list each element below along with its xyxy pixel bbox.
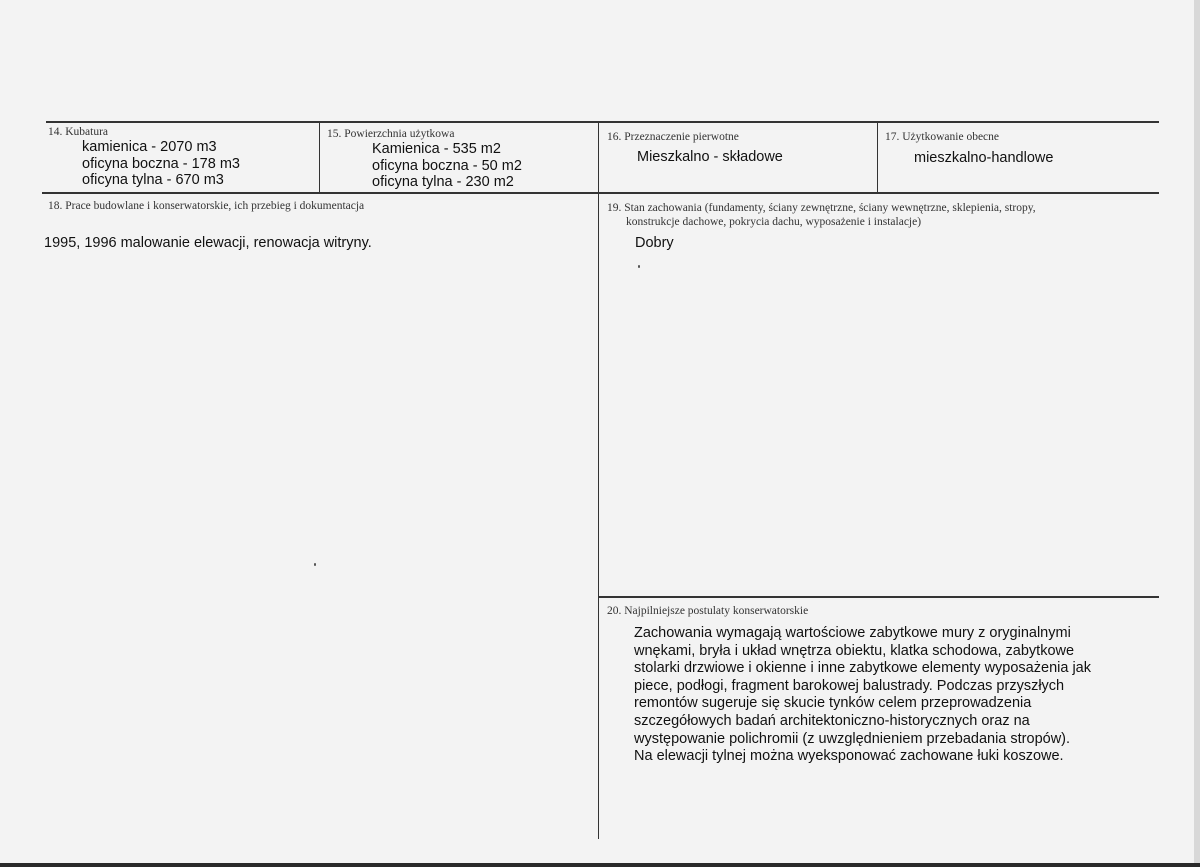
field-14-values (82, 139, 240, 189)
paper-edge-bottom (0, 863, 1200, 867)
top-rule (46, 121, 1159, 123)
field-17-label: 17. Użytkowanie obecne (885, 131, 1000, 143)
divider-17 (877, 121, 878, 193)
field-20-text-line: występowanie polichromii (z uwzględnieniem przebadania stropów). (634, 730, 1071, 747)
field-20-text-line: szczegółowych badań architektoniczno-historycznych oraz na (634, 712, 1030, 729)
field-20-label: 20. Najpilniejsze postulaty konserwatorskie (607, 605, 809, 617)
field-15-value-line: oficyna boczna - 50 m2 (372, 157, 522, 174)
field-18-value: 1995, 1996 malowanie elewacji, renowacja witryny. (44, 235, 372, 251)
field-15-value-line: oficyna tylna - 230 m2 (372, 174, 514, 190)
field-19-label-line-2: konstrukcje dachowe, pokrycia dachu, wyposażenie i instalacje) (626, 216, 922, 228)
field-20-text-line: wnękami, bryła i układ wnętrza obiektu, klatka schodowa, zabytkowe (634, 642, 1075, 659)
field-20-text-line: remontów sugeruje się skucie tynków celem przeprowadzenia (634, 695, 1032, 712)
field-20-text-line: piece, podłogi, fragment barokowej balustrady. Podczas przyszłych (634, 677, 1065, 694)
field-14-value-line: oficyna boczna - 178 m3 (82, 155, 240, 172)
field-15-value-line: Kamienica - 535 m2 (372, 141, 501, 157)
field-15-values (372, 141, 522, 191)
divider-16 (598, 121, 599, 839)
field-20-text-line: Zachowania wymagają wartościowe zabytkowe mury z oryginalnymi (634, 625, 1071, 641)
field-16-value: Mieszkalno - składowe (637, 149, 783, 165)
field-20-text-line: Na elewacji tylnej można wyeksponować zachowane łuki koszowe. (634, 748, 1064, 765)
mid-right-rule (598, 596, 1159, 598)
field-14-value-line: kamienica - 2070 m3 (82, 139, 217, 155)
field-16-label: 16. Przeznaczenie pierwotne (607, 131, 739, 143)
field-20-text-line: stolarki drzwiowe i okienne i inne zabytkowe elementy wyposażenia jak (634, 660, 1091, 677)
scan-speck (638, 265, 640, 268)
paper-edge-right (1194, 0, 1200, 867)
field-14-label: 14. Kubatura (48, 126, 109, 138)
field-14-value-line: oficyna tylna - 670 m3 (82, 172, 224, 188)
scan-speck (314, 563, 316, 566)
field-17-value: mieszkalno-handlowe (914, 150, 1054, 166)
field-20-text (634, 625, 1091, 766)
field-15-label: 15. Powierzchnia użytkowa (327, 128, 455, 140)
field-18-label: 18. Prace budowlane i konserwatorskie, ich przebieg i dokumentacja (48, 200, 365, 212)
row-rule (42, 192, 1159, 194)
divider-15 (319, 121, 320, 193)
field-19-value: Dobry (635, 235, 674, 251)
field-19-label-line-1: 19. Stan zachowania (fundamenty, ściany zewnętrzne, ściany wewnętrzne, sklepienia, stropy, (607, 202, 1036, 214)
